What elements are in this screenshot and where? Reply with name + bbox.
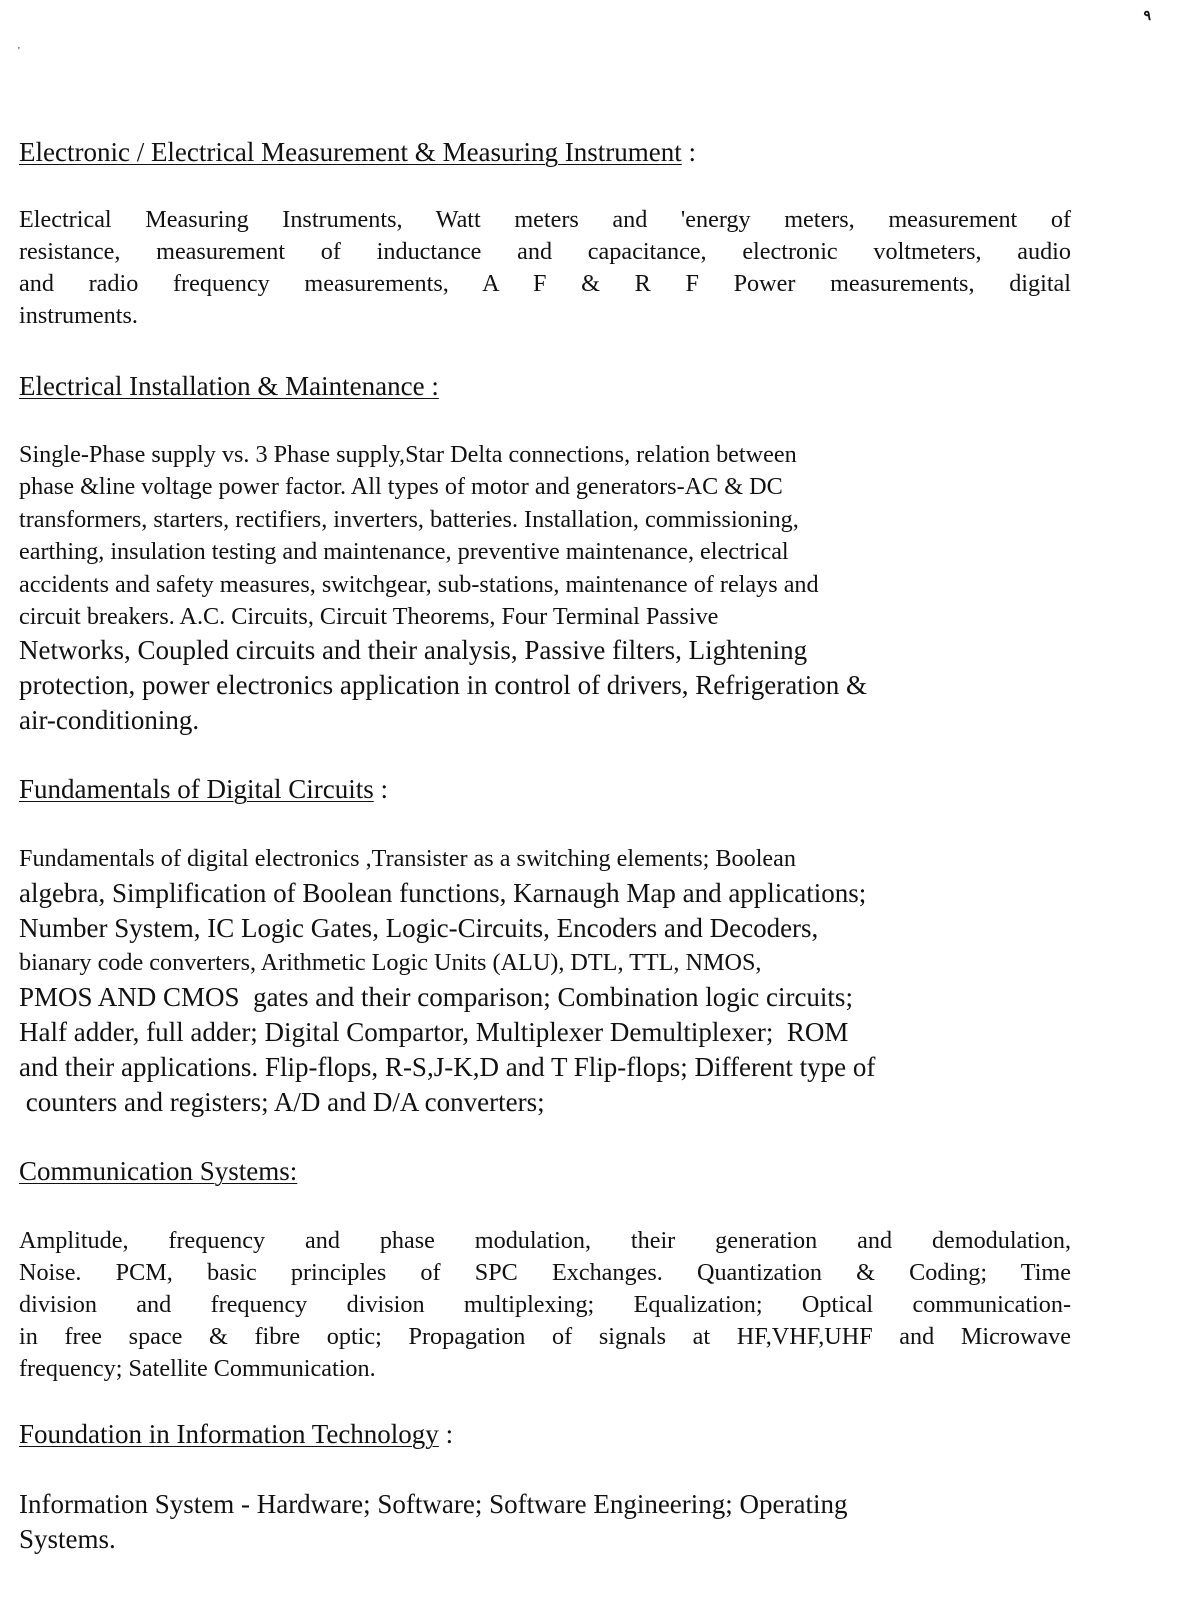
heading-title: Electrical Installation & Maintenance :	[19, 371, 439, 401]
body-line: transformers, starters, rectifiers, inverters, batteries. Installation, commissioning,	[19, 505, 799, 533]
body-line: Electrical Measuring Instruments, Watt meters and 'energy meters, measurement of	[19, 206, 1071, 233]
body-line: Number System, IC Logic Gates, Logic-Circuits, Encoders and Decoders,	[19, 913, 819, 943]
body-line: PMOS AND CMOS gates and their comparison; Combination logic circuits;	[19, 982, 853, 1012]
page-number-mark: ٩	[1143, 9, 1151, 24]
section-information-technology	[19, 1418, 1071, 1557]
section-communication	[19, 1155, 1071, 1385]
section-digital-circuits	[19, 773, 1071, 1120]
body-line: Half adder, full adder; Digital Compartor, Multiplexer Demultiplexer; ROM	[19, 1017, 849, 1047]
body-line: Noise. PCM, basic principles of SPC Exchanges. Quantization & Coding; Time	[19, 1259, 1071, 1286]
section-installation	[19, 370, 1071, 738]
body-line: Amplitude, frequency and phase modulation, their generation and demodulation,	[19, 1227, 1071, 1254]
heading-suffix: :	[438, 1419, 454, 1449]
body-line: bianary code converters, Arithmetic Logic Units (ALU), DTL, TTL, NMOS,	[19, 949, 762, 976]
body-line: algebra, Simplification of Boolean functions, Karnaugh Map and applications;	[19, 878, 867, 908]
section-measurement	[19, 136, 1071, 332]
section-heading	[19, 1155, 1071, 1187]
body-line: Fundamentals of digital electronics ,Transister as a switching elements; Boolean	[19, 845, 796, 872]
body-line: counters and registers; A/D and D/A converters;	[19, 1087, 545, 1117]
body-line: phase &line voltage power factor. All types of motor and generators-AC & DC	[19, 473, 783, 501]
body-line: and radio frequency measurements, A F & R F Power measurements, digital	[19, 270, 1071, 297]
body-line: in free space & fibre optic; Propagation of signals at HF,VHF,UHF and Microwave	[19, 1323, 1071, 1350]
heading-suffix: :	[373, 774, 388, 804]
section-body	[19, 842, 1071, 1120]
body-line: circuit breakers. A.C. Circuits, Circuit Theorems, Four Terminal Passive	[19, 603, 719, 631]
section-body	[19, 1225, 1071, 1385]
body-line: air-conditioning.	[19, 705, 200, 736]
heading-title: Foundation in Information Technology	[19, 1419, 439, 1449]
body-line: Systems.	[19, 1524, 116, 1554]
section-body	[19, 439, 1071, 738]
body-line: Single-Phase supply vs. 3 Phase supply,Star Delta connections, relation between	[19, 441, 797, 468]
body-line: resistance, measurement of inductance and capacitance, electronic voltmeters, audio	[19, 238, 1071, 265]
body-line: instruments.	[19, 302, 138, 329]
body-line: Information System - Hardware; Software; Software Engineering; Operating	[19, 1489, 848, 1519]
body-line: frequency; Satellite Communication.	[19, 1355, 376, 1382]
stray-tick-mark: '	[18, 46, 20, 57]
section-body	[19, 204, 1071, 332]
section-heading	[19, 370, 1071, 402]
heading-title: Communication Systems:	[19, 1156, 298, 1186]
section-heading	[19, 1418, 1071, 1450]
section-heading	[19, 773, 1071, 805]
heading-suffix: :	[681, 137, 697, 167]
body-line: and their applications. Flip-flops, R-S,J-K,D and T Flip-flops; Different type of	[19, 1052, 876, 1082]
section-body	[19, 1487, 1071, 1557]
body-line: protection, power electronics application in control of drivers, Refrigeration &	[19, 670, 867, 701]
body-line: division and frequency division multiplexing; Equalization; Optical communication-	[19, 1291, 1071, 1318]
body-line: accidents and safety measures, switchgear, sub-stations, maintenance of relays and	[19, 570, 819, 598]
heading-title: Electronic / Electrical Measurement & Measuring Instrument	[19, 137, 682, 167]
body-line: Networks, Coupled circuits and their analysis, Passive filters, Lightening	[19, 635, 808, 666]
heading-title: Fundamentals of Digital Circuits	[19, 774, 374, 804]
body-line: earthing, insulation testing and maintenance, preventive maintenance, electrical	[19, 538, 789, 566]
section-heading	[19, 136, 1071, 168]
